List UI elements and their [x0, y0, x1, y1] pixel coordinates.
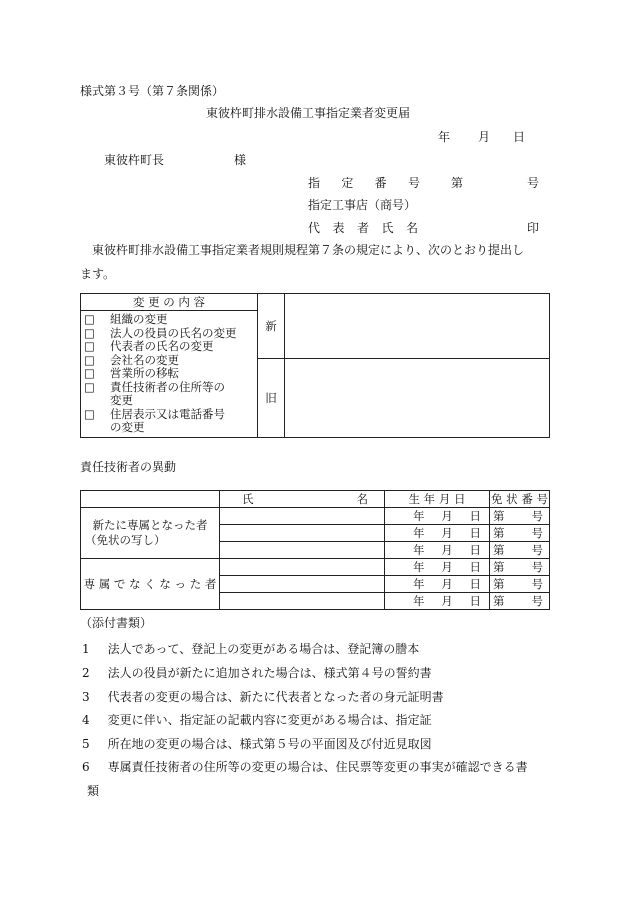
body-text-line2: ます。: [80, 267, 116, 281]
checkbox-icon[interactable]: □: [84, 379, 95, 394]
checkbox-icon[interactable]: □: [84, 406, 95, 421]
designation-prefix: 第: [451, 176, 464, 190]
change-item[interactable]: □ 責任技術者の住所等の 変更: [84, 379, 225, 407]
change-item[interactable]: □ 住居表示又は電話番号 の変更: [84, 406, 225, 434]
license-cell[interactable]: 第 号: [490, 559, 550, 576]
checkbox-icon[interactable]: □: [84, 325, 95, 340]
attachment-item-2: 2 法人の役員が新たに追加された場合は、様式第４号の誓約書: [82, 666, 432, 680]
date-month-label: 月: [478, 130, 491, 144]
engineer-table: [80, 490, 550, 610]
addressee-honorific: 様: [234, 153, 247, 167]
group-newly-assigned: 新たに専属となった者 （免状の写し）: [81, 508, 220, 559]
attachment-item-3: 3 代表者の変更の場合は、新たに代表者となった者の身元証明書: [82, 690, 444, 704]
attachment-item-6-continued: 類: [87, 784, 100, 798]
representative-name-label: 代 表 者 氏 名: [308, 221, 418, 235]
attachment-item-5: 5 所在地の変更の場合は、様式第５号の平面図及び付近見取図: [82, 737, 432, 751]
checkbox-icon[interactable]: □: [84, 366, 95, 380]
birthdate-cell[interactable]: 年 月 日: [385, 576, 490, 593]
new-label: 新: [258, 294, 285, 359]
birthdate-cell[interactable]: 年 月 日: [385, 508, 490, 525]
shop-name-label: 指定工事店（商号）: [308, 198, 417, 212]
attachment-item-1: 1 法人であって、登記上の変更がある場合は、登記簿の謄本: [82, 642, 420, 656]
old-content-cell[interactable]: [285, 358, 550, 437]
birthdate-cell[interactable]: 年 月 日: [385, 593, 490, 610]
change-items-cell: [81, 311, 258, 438]
form-number: 様式第３号（第７条関係）: [80, 84, 225, 98]
license-cell[interactable]: 第 号: [490, 542, 550, 559]
engineer-name-cell[interactable]: [220, 508, 385, 525]
birthdate-cell[interactable]: 年 月 日: [385, 525, 490, 542]
change-item[interactable]: □ 会社名の変更: [84, 352, 179, 367]
group-no-longer-assigned: 専 属 で な く な っ た 者: [81, 559, 220, 610]
attachment-item-4: 4 変更に伴い、指定証の記載内容に変更がある場合は、指定証: [82, 713, 432, 727]
birthdate-cell[interactable]: 年 月 日: [385, 542, 490, 559]
date-day-label: 日: [513, 130, 526, 144]
change-item[interactable]: □ 組織の変更: [84, 312, 168, 326]
attachments-title: （添付書類）: [80, 616, 153, 630]
change-contents-table: [80, 293, 550, 438]
birthdate-cell[interactable]: 年 月 日: [385, 559, 490, 576]
engineer-name-cell[interactable]: [220, 542, 385, 559]
designation-number-label: 指 定 番 号: [308, 176, 420, 190]
attachment-item-6: 6 専属責任技術者の住所等の変更の場合は、住民票等変更の事実が確認できる書: [82, 760, 528, 774]
col-birthdate-header: 生 年 月 日: [385, 491, 490, 508]
addressee-name: 東彼杵町長: [104, 153, 165, 167]
change-item[interactable]: □ 代表者の氏名の変更: [84, 339, 214, 353]
old-label: 旧: [258, 358, 285, 437]
engineer-name-cell[interactable]: [220, 559, 385, 576]
engineer-name-cell[interactable]: [220, 576, 385, 593]
license-cell[interactable]: 第 号: [490, 576, 550, 593]
designation-suffix: 号: [527, 176, 540, 190]
seal-mark: 印: [527, 221, 540, 235]
engineer-name-cell[interactable]: [220, 525, 385, 542]
checkbox-icon[interactable]: □: [84, 339, 95, 353]
col-license-header: 免 状 番 号: [491, 492, 548, 506]
col-name-header: 氏 名: [220, 491, 385, 508]
license-cell[interactable]: 第 号: [490, 508, 550, 525]
engineer-name-cell[interactable]: [220, 593, 385, 610]
engineer-table-corner: [81, 491, 220, 508]
new-content-cell[interactable]: [285, 294, 550, 359]
license-cell[interactable]: 第 号: [490, 525, 550, 542]
engineer-section-title: 責任技術者の異動: [80, 460, 177, 474]
date-year-label: 年: [438, 130, 451, 144]
change-item[interactable]: □ 法人の役員の氏名の変更: [84, 325, 237, 340]
checkbox-icon[interactable]: □: [84, 312, 95, 326]
change-contents-header: 変 更 の 内 容: [81, 294, 258, 311]
document-title: 東彼杵町排水設備工事指定業者変更届: [206, 106, 411, 120]
checkbox-icon[interactable]: □: [84, 352, 95, 367]
body-text-line1: 東彼杵町排水設備工事指定業者規則規程第７条の規定により、次のとおり提出し: [80, 243, 525, 257]
license-cell[interactable]: 第 号: [490, 593, 550, 610]
change-item[interactable]: □ 営業所の移転: [84, 366, 179, 380]
